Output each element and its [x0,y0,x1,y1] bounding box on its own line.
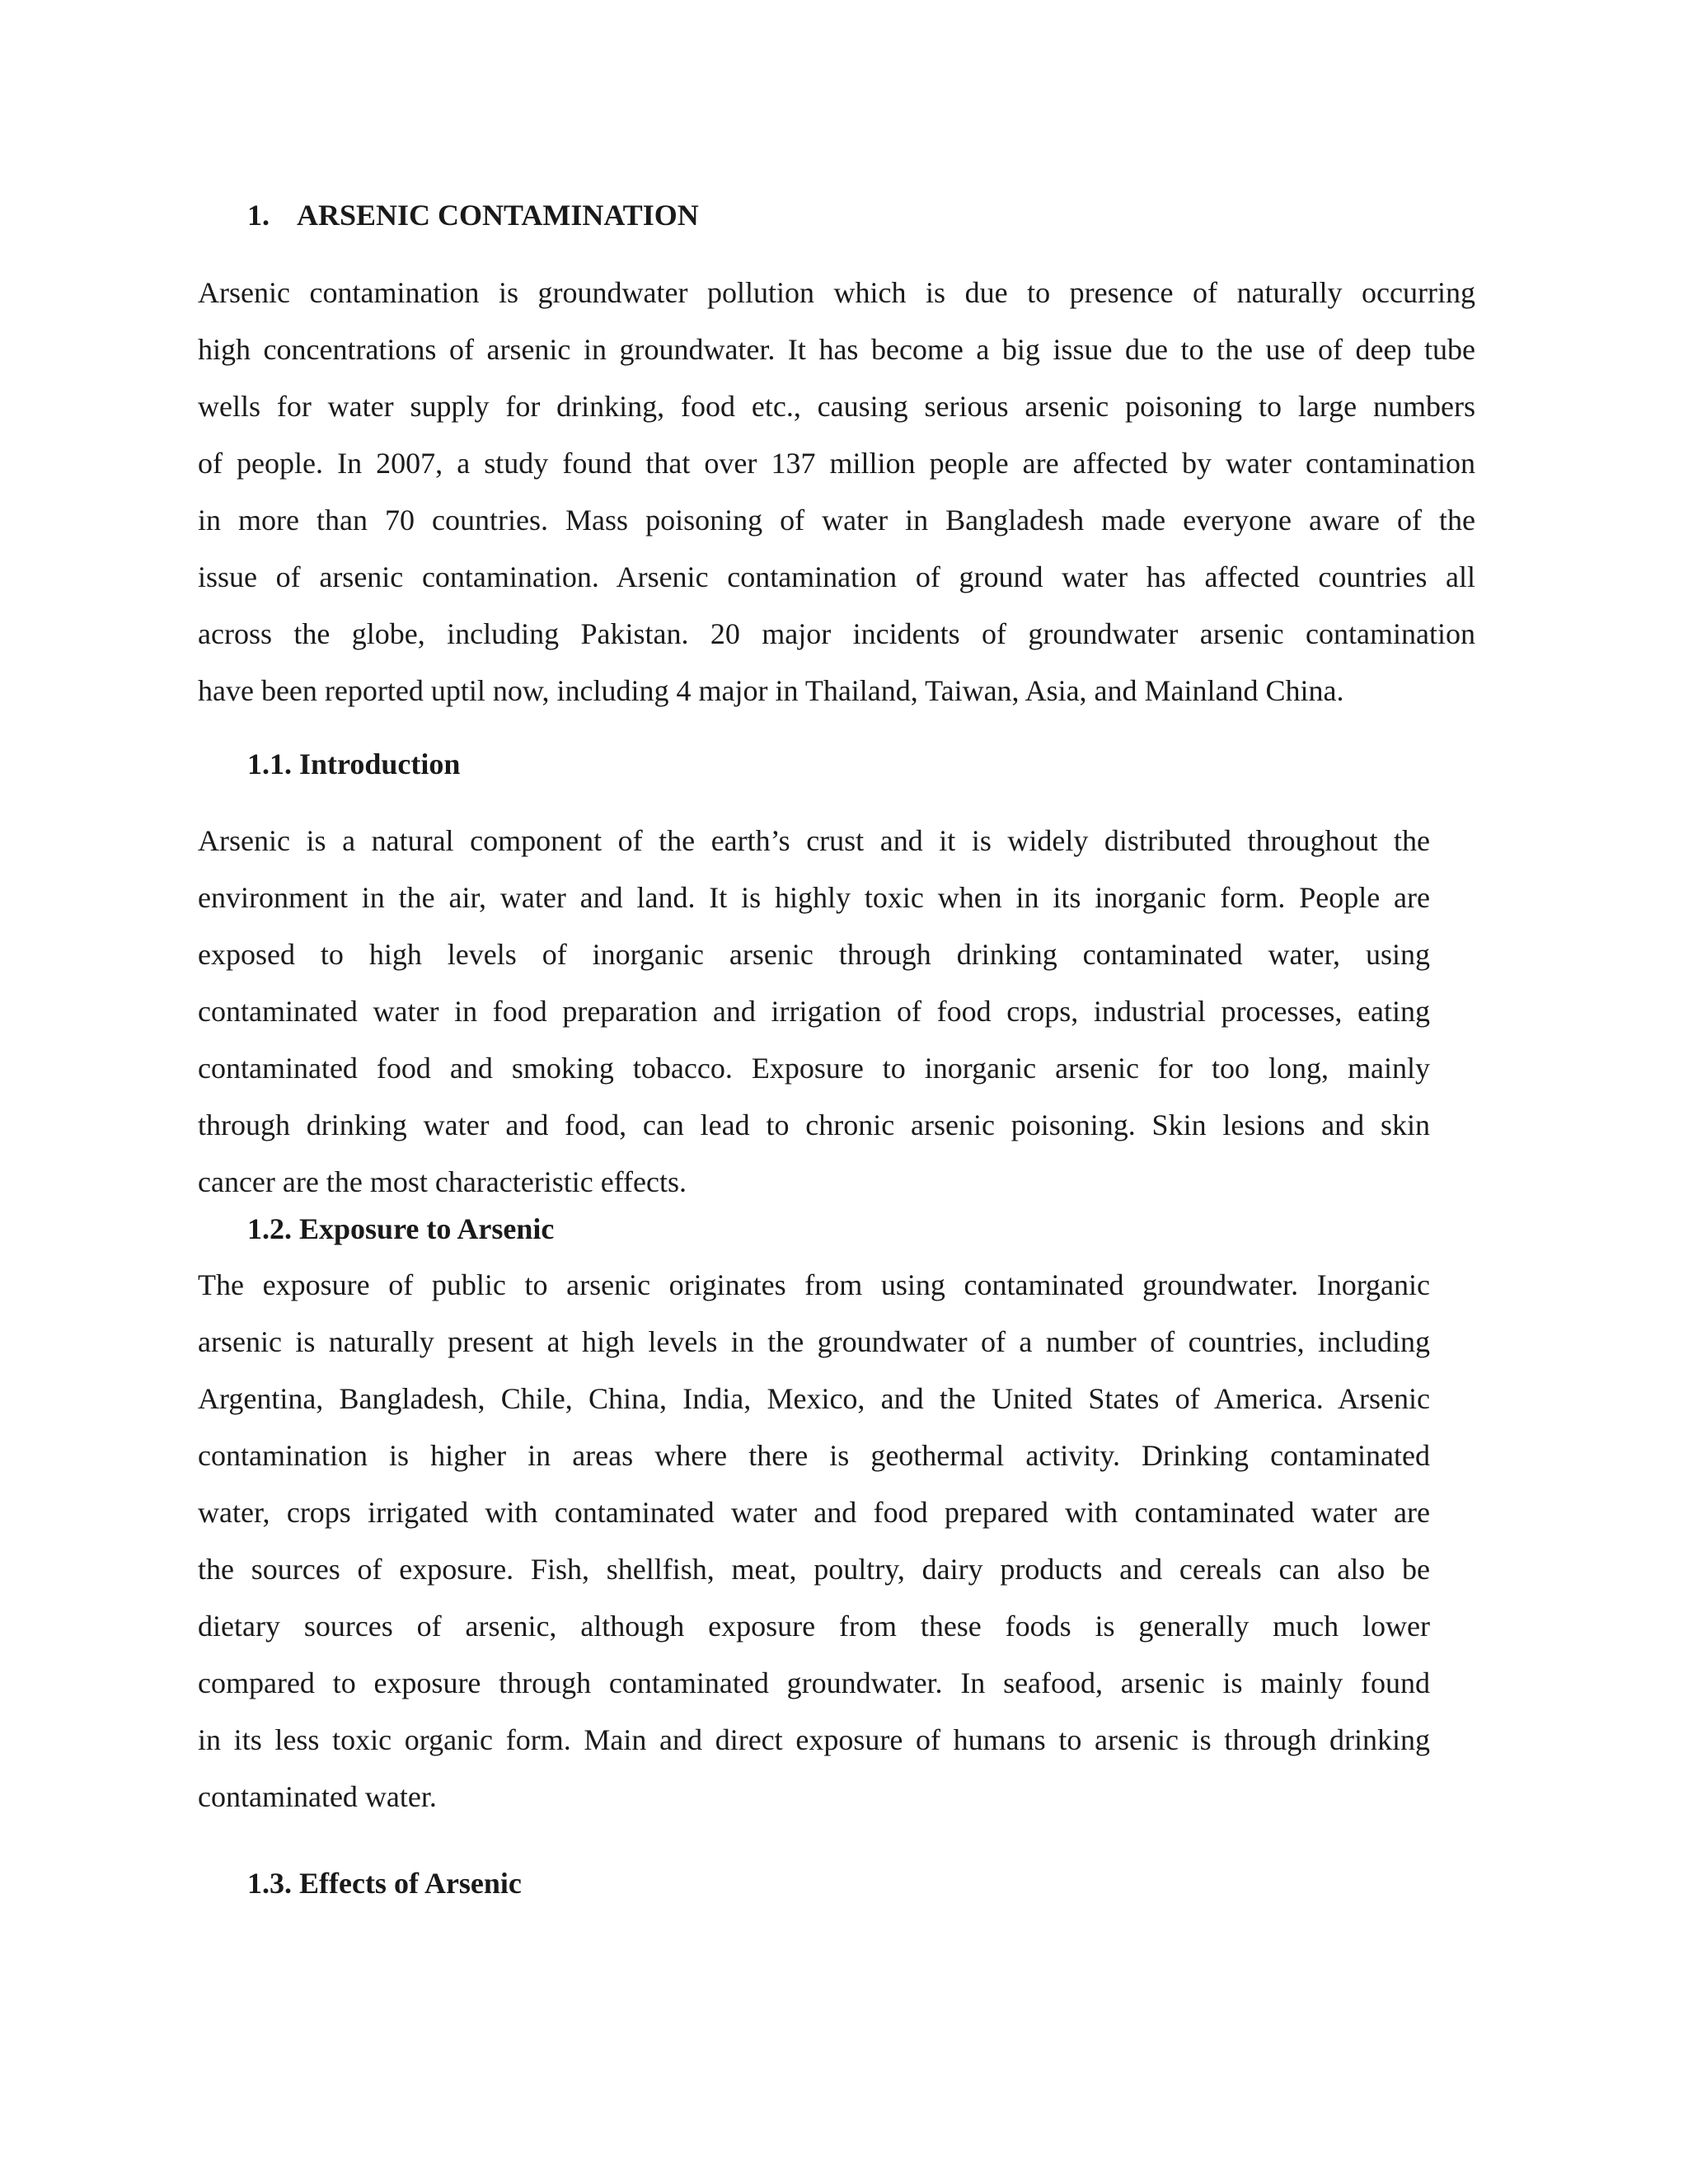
effects-heading: 1.3. Effects of Arsenic [247,1867,522,1900]
paragraph-line: across the globe, including Pakistan. 20 major incidents of groundwater arsenic contamination [198,617,1475,650]
paragraph-line: Arsenic contamination is groundwater pollution which is due to presence of naturally occurring [198,276,1475,309]
paragraph-line: Arsenic is a natural component of the earth’s crust and it is widely distributed throughout the [198,824,1430,857]
paragraph-line: exposed to high levels of inorganic arsenic through drinking contaminated water, using [198,938,1430,971]
paragraph-line: contaminated water in food preparation and irrigation of food crops, industrial processes, eating [198,995,1430,1028]
paragraph-line: issue of arsenic contamination. Arsenic contamination of ground water has affected countries all [198,560,1475,593]
paragraph-line: in its less toxic organic form. Main and direct exposure of humans to arsenic is through drinking [198,1723,1430,1756]
paragraph-line: dietary sources of arsenic, although exposure from these foods is generally much lower [198,1610,1430,1643]
paragraph-line: environment in the air, water and land. It is highly toxic when in its inorganic form. People are [198,881,1430,914]
introduction-heading: 1.1. Introduction [247,748,461,780]
exposure-heading: 1.2. Exposure to Arsenic [247,1212,555,1245]
paragraph-line: have been reported uptil now, including 4 major in Thailand, Taiwan, Asia, and Mainland China. [198,674,1344,707]
paragraph-line: through drinking water and food, can lead to chronic arsenic poisoning. Skin lesions and skin [198,1108,1430,1141]
paragraph-line: the sources of exposure. Fish, shellfish, meat, poultry, dairy products and cereals can also be [198,1553,1430,1586]
exposure-paragraph [198,1257,1430,1825]
paragraph-line: cancer are the most characteristic effects. [198,1165,687,1198]
paragraph-line: of people. In 2007, a study found that over 137 million people are affected by water contamination [198,447,1475,480]
paragraph-line: contaminated food and smoking tobacco. Exposure to inorganic arsenic for too long, mainly [198,1052,1430,1085]
paragraph-line: contaminated water. [198,1780,437,1813]
section-heading [247,195,699,235]
paragraph-line: water, crops irrigated with contaminated water and food prepared with contaminated water are [198,1496,1430,1529]
paragraph-line: in more than 70 countries. Mass poisoning of water in Bangladesh made everyone aware of the [198,504,1475,537]
paragraph-line: arsenic is naturally present at high levels in the groundwater of a number of countries, including [198,1325,1430,1358]
paragraph-line: high concentrations of arsenic in groundwater. It has become a big issue due to the use of deep tube [198,333,1475,366]
section-paragraph [198,265,1475,719]
paragraph-line: Argentina, Bangladesh, Chile, China, India, Mexico, and the United States of America. Arsenic [198,1382,1430,1415]
section-title: ARSENIC CONTAMINATION [297,199,699,232]
paragraph-line: wells for water supply for drinking, food etc., causing serious arsenic poisoning to large numbers [198,390,1475,423]
introduction-paragraph [198,813,1430,1211]
section-number: 1. [247,199,270,232]
paragraph-line: compared to exposure through contaminated groundwater. In seafood, arsenic is mainly found [198,1666,1430,1699]
paragraph-line: The exposure of public to arsenic originates from using contaminated groundwater. Inorganic [198,1268,1430,1301]
paragraph-line: contamination is higher in areas where there is geothermal activity. Drinking contaminated [198,1439,1430,1472]
